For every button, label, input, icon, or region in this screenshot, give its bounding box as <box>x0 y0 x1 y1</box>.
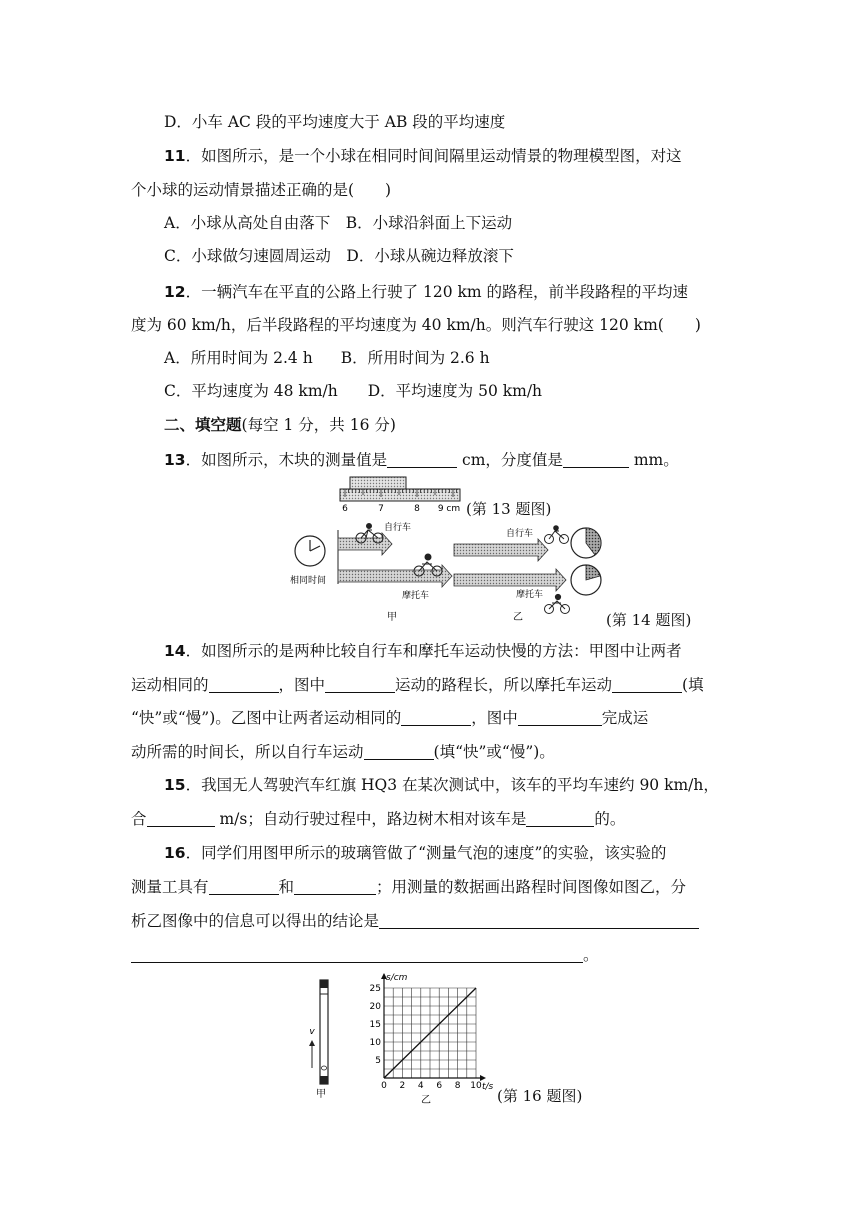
q15-line1 <box>164 774 719 796</box>
q12-option-c: C．平均速度为 48 km/h <box>164 382 338 400</box>
tube-cap-top <box>320 980 328 988</box>
q14-text-1: ．如图所示的是两种比较自行车和摩托车运动快慢的方法：甲图中让两者 <box>185 642 682 660</box>
q11-option-b: B．小球沿斜面上下运动 <box>345 214 513 232</box>
bubble-icon <box>322 1066 327 1070</box>
q11-options-cd <box>164 245 514 267</box>
st-graph <box>364 970 496 1106</box>
q12-option-a: A．所用时间为 2.4 h <box>164 349 313 367</box>
bike-label-jia: 自行车 <box>384 523 412 533</box>
q13-blank-2[interactable] <box>563 451 629 468</box>
ruler-tick-label: 6 <box>342 504 348 514</box>
q14-text: (填“快”或“慢”)。 <box>433 743 555 761</box>
q16-blank-2[interactable] <box>294 878 376 895</box>
y-tick-label: 5 <box>375 1056 381 1066</box>
q12-options-ab <box>164 347 490 369</box>
q14-number: 14 <box>164 642 186 660</box>
q11-number: 11 <box>164 147 186 165</box>
q14-blank-3[interactable] <box>612 676 682 693</box>
q15-line2 <box>131 808 625 830</box>
moto-arrow-icon <box>454 569 566 591</box>
q13-ruler-figure <box>336 476 466 516</box>
q15-number: 15 <box>164 776 186 794</box>
q16-figure-caption: (第 16 题图) <box>497 1087 583 1105</box>
label-jia: 甲 <box>316 1089 326 1100</box>
q16-blank-1[interactable] <box>209 878 279 895</box>
q14-text: ，图中 <box>278 676 326 694</box>
q14-text: 运动的路程长，所以摩托车运动 <box>395 676 613 694</box>
x-tick-label: 4 <box>417 1081 424 1091</box>
q14-line1 <box>164 640 682 662</box>
q13-figure-caption: (第 13 题图) <box>466 500 552 518</box>
tube-cap-bottom <box>320 1076 328 1084</box>
bike-label-yi: 自行车 <box>506 529 534 539</box>
q14-line3 <box>131 707 648 729</box>
q14-line2 <box>131 674 704 696</box>
q15-text: m/s；自动行驶过程中，路边树木相对该车是 <box>214 810 527 828</box>
q15-text: 的。 <box>594 810 626 828</box>
q15-blank-1[interactable] <box>147 810 215 827</box>
q12-options-cd <box>164 380 542 402</box>
q16-blank-3[interactable] <box>379 912 699 929</box>
q16-text-1: ．同学们用图甲所示的玻璃管做了“测量气泡的速度”的实验，该实验的 <box>185 844 667 862</box>
q12-stem-line2: 度为 60 km/h，后半段路程的平均速度为 40 km/h。则汽车行驶这 120 km( ) <box>131 316 701 334</box>
same-time-label: 相同时间 <box>289 576 327 586</box>
q14-blank-6[interactable] <box>364 743 434 760</box>
y-tick-label: 25 <box>369 984 381 994</box>
label-yi: 乙 <box>513 612 523 623</box>
q16-line2 <box>131 876 686 898</box>
q13-blank-1[interactable] <box>387 451 457 468</box>
q14-text: ，图中 <box>471 709 518 727</box>
q16-text: 。 <box>583 946 599 964</box>
q11-stem-line2: 个小球的运动情景描述正确的是( ) <box>131 181 392 199</box>
wood-block <box>350 477 406 489</box>
clock-icon <box>571 528 601 558</box>
ruler-tick-label: 7 <box>378 504 384 514</box>
x-axis-label: t/s <box>482 1082 494 1092</box>
y-tick-label: 15 <box>369 1020 381 1030</box>
q13-text-1: ．如图所示，木块的测量值是 <box>185 451 388 469</box>
clock-icon <box>295 536 325 566</box>
glass-tube-figure <box>300 976 350 1101</box>
section-2-title: 二、填空题 <box>164 416 242 434</box>
label-jia: 甲 <box>387 612 397 623</box>
q14-blank-2[interactable] <box>325 676 395 693</box>
q11-option-d: D．小球从碗边释放滚下 <box>346 247 514 265</box>
bike-arrow-icon <box>338 533 392 555</box>
q12-stem-line1 <box>164 281 688 303</box>
x-tick-label: 10 <box>470 1081 482 1091</box>
q16-text: 和 <box>278 878 295 896</box>
q14-blank-5[interactable] <box>518 709 602 726</box>
motorcycle-icon <box>545 594 570 613</box>
section-2-heading <box>164 414 396 436</box>
q13-stem <box>164 449 679 471</box>
x-tick-label: 0 <box>381 1081 387 1091</box>
q14-text: (填 <box>682 676 704 694</box>
q14-figure <box>282 516 612 626</box>
q13-text-2: cm，分度值是 <box>457 451 563 469</box>
q15-text-1: ．我国无人驾驶汽车红旗 HQ3 在某次测试中，该车的平均车速约 90 km/h， <box>185 776 719 794</box>
ruler-tick-label: 8 <box>414 504 420 514</box>
moto-label-yi: 摩托车 <box>516 590 544 600</box>
q14-blank-1[interactable] <box>209 676 279 693</box>
q14-figure-caption: (第 14 题图) <box>606 611 692 629</box>
x-tick-label: 8 <box>454 1081 461 1091</box>
q11-option-a: A．小球从高处自由落下 <box>164 214 331 232</box>
q15-text: 合 <box>131 810 147 828</box>
q10-option-d: D．小车 AC 段的平均速度大于 AB 段的平均速度 <box>164 113 506 131</box>
q16-text: 测量工具有 <box>131 878 209 896</box>
section-2-note: (每空 1 分，共 16 分) <box>241 416 396 434</box>
q12-stem-text: ．一辆汽车在平直的公路上行驶了 120 km 的路程，前半段路程的平均速 <box>185 283 689 301</box>
y-tick-label: 10 <box>369 1038 381 1048</box>
q15-blank-2[interactable] <box>526 810 594 827</box>
bike-arrow-icon <box>454 539 548 561</box>
q11-options-ab <box>164 212 512 234</box>
q14-text: “快”或“慢”)。乙图中让两者运动相同的 <box>131 709 402 727</box>
q16-line1 <box>164 842 666 864</box>
q16-text: 析乙图像中的信息可以得出的结论是 <box>131 912 380 930</box>
q14-text: 运动相同的 <box>131 676 209 694</box>
q16-blank-4[interactable] <box>131 946 583 963</box>
q12-number: 12 <box>164 283 186 301</box>
q16-text: ；用测量的数据画出路程时间图像如图乙，分 <box>376 878 687 896</box>
velocity-label: v <box>309 1027 315 1037</box>
y-axis-label: s/cm <box>386 973 408 983</box>
bicycle-icon <box>545 526 569 544</box>
q16-number: 16 <box>164 844 186 862</box>
q14-text: 动所需的时间长，所以自行车运动 <box>131 743 364 761</box>
q14-line4 <box>131 741 555 763</box>
clock-icon <box>571 565 601 595</box>
x-tick-label: 6 <box>436 1081 443 1091</box>
ruler-tick-label: 9 cm <box>437 504 461 514</box>
label-yi: 乙 <box>421 1095 431 1106</box>
moto-label-jia: 摩托车 <box>402 591 430 601</box>
q12-option-d: D．平均速度为 50 km/h <box>367 382 543 400</box>
y-tick-label: 20 <box>369 1002 381 1012</box>
q11-stem-line1 <box>164 145 682 167</box>
q14-text: 完成运 <box>601 709 649 727</box>
q16-line4 <box>131 944 599 966</box>
x-tick-label: 2 <box>399 1081 406 1091</box>
q11-stem-text: ．如图所示，是一个小球在相同时间间隔里运动情景的物理模型图，对这 <box>185 147 682 165</box>
q12-option-b: B．所用时间为 2.6 h <box>340 349 490 367</box>
q13-number: 13 <box>164 451 186 469</box>
q11-option-c: C．小球做匀速圆周运动 <box>164 247 331 265</box>
q16-line3 <box>131 910 699 932</box>
q14-blank-4[interactable] <box>401 709 471 726</box>
q13-text-3: mm。 <box>628 451 679 469</box>
